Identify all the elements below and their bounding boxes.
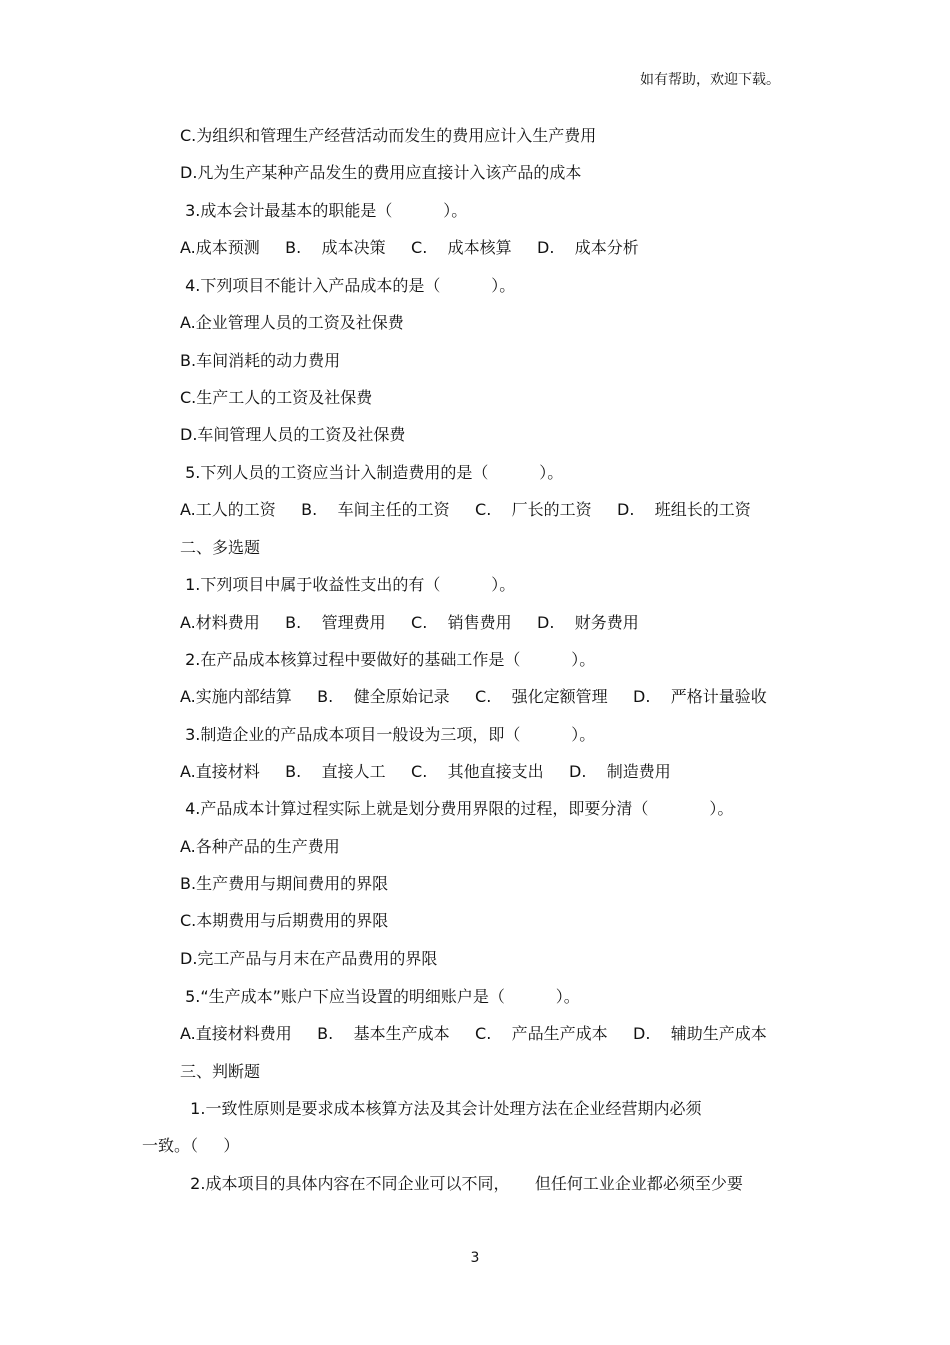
text-line: A.实施内部结算 B. 健全原始记录 C. 强化定额管理 D. 严格计量验收 [180, 687, 767, 706]
text-line: D.车间管理人员的工资及社保费 [180, 425, 406, 444]
text-line: A.企业管理人员的工资及社保费 [180, 313, 404, 332]
text-line: C.为组织和管理生产经营活动而发生的费用应计入生产费用 [180, 126, 597, 145]
text-line: 3.制造企业的产品成本项目一般设为三项，即（ ）。 [180, 725, 596, 744]
text-line: A.成本预测 B. 成本决策 C. 成本核算 D. 成本分析 [180, 238, 639, 257]
text-line: A.各种产品的生产费用 [180, 837, 340, 856]
text-line: B.车间消耗的动力费用 [180, 351, 341, 370]
text-line: 一致。（ ） [142, 1136, 240, 1155]
text-line: 2.成本项目的具体内容在不同企业可以不同， 但任何工业企业都必须至少要 [180, 1174, 743, 1193]
text-line: A.直接材料费用 B. 基本生产成本 C. 产品生产成本 D. 辅助生产成本 [180, 1024, 767, 1043]
text-line: 5.“生产成本”账户下应当设置的明细账户是（ ）。 [180, 987, 580, 1006]
text-line: 2.在产品成本核算过程中要做好的基础工作是（ ）。 [180, 650, 596, 669]
text-line: C.生产工人的工资及社保费 [180, 388, 373, 407]
text-line: B.生产费用与期间费用的界限 [180, 874, 389, 893]
text-line: 1.下列项目中属于收益性支出的有（ ）。 [180, 575, 516, 594]
text-line: D.完工产品与月末在产品费用的界限 [180, 949, 438, 968]
text-line: 3.成本会计最基本的职能是（ ）。 [180, 201, 468, 220]
text-line: C.本期费用与后期费用的界限 [180, 911, 389, 930]
text-line: 二、多选题 [180, 538, 261, 557]
text-line: 4.下列项目不能计入产品成本的是（ ）。 [180, 276, 516, 295]
text-line: A.材料费用 B. 管理费用 C. 销售费用 D. 财务费用 [180, 613, 639, 632]
text-line: 1.一致性原则是要求成本核算方法及其会计处理方法在企业经营期内必须 [180, 1099, 702, 1118]
text-line: 4.产品成本计算过程实际上就是划分费用界限的过程，即要分清（ ）。 [180, 799, 734, 818]
text-line: A.直接材料 B. 直接人工 C. 其他直接支出 D. 制造费用 [180, 762, 671, 781]
text-line: A.工人的工资 B. 车间主任的工资 C. 厂长的工资 D. 班组长的工资 [180, 500, 751, 519]
text-line: 5.下列人员的工资应当计入制造费用的是（ ）。 [180, 463, 564, 482]
text-line: 三、判断题 [180, 1062, 261, 1081]
text-line: D.凡为生产某种产品发生的费用应直接计入该产品的成本 [180, 163, 582, 182]
page-header-note: 如有帮助，欢迎下载。 [640, 72, 780, 88]
page-number: 3 [470, 1250, 480, 1266]
